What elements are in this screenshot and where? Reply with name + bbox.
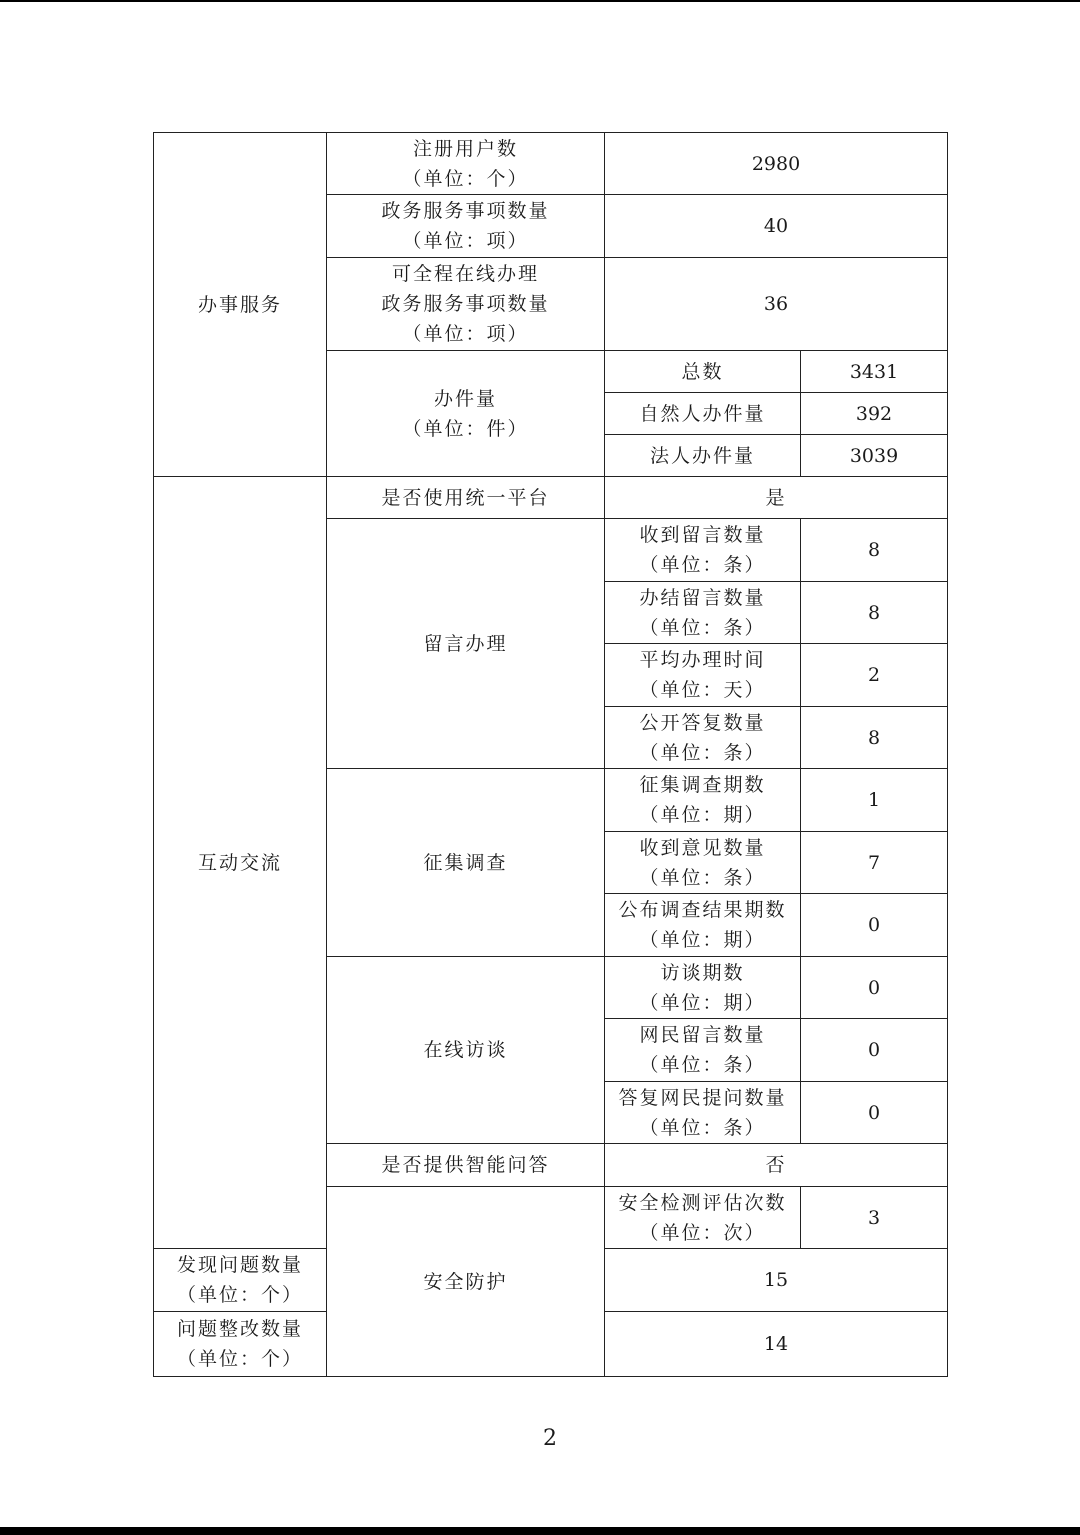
row-label: 是否提供智能问答: [327, 1144, 605, 1187]
sub-label: 公布调查结果期数 （单位：期）: [605, 894, 801, 957]
row-label: 发现问题数量 （单位：个）: [154, 1249, 327, 1312]
sub-label: 收到留言数量 （单位：条）: [605, 519, 801, 582]
section-security: 安全防护: [327, 1187, 605, 1377]
sub-value: 3431: [801, 351, 948, 393]
row-value: 否: [605, 1144, 948, 1187]
row-value: 40: [605, 195, 948, 258]
sub-value: 8: [801, 707, 948, 769]
row-value: 36: [605, 258, 948, 351]
sub-value: 0: [801, 1019, 948, 1082]
section-service: 办事服务: [154, 133, 327, 477]
sub-label: 平均办理时间 （单位：天）: [605, 644, 801, 707]
row-label: 注册用户数 （单位：个）: [327, 133, 605, 195]
sub-value: 2: [801, 644, 948, 707]
sub-label: 办结留言数量 （单位：条）: [605, 582, 801, 644]
sub-label: 自然人办件量: [605, 393, 801, 435]
sub-value: 392: [801, 393, 948, 435]
sub-value: 0: [801, 957, 948, 1019]
sub-label: 总数: [605, 351, 801, 393]
row-value: 是: [605, 477, 948, 519]
row-value: 15: [605, 1249, 948, 1312]
row-label: 政务服务事项数量 （单位：项）: [327, 195, 605, 258]
row-label: 问题整改数量 （单位：个）: [154, 1312, 327, 1377]
row-label: 是否使用统一平台: [327, 477, 605, 519]
bottom-bar: [0, 1527, 1080, 1535]
sub-label: 征集调查期数 （单位：期）: [605, 769, 801, 832]
row-value: 2980: [605, 133, 948, 195]
section-interaction: 互动交流: [154, 477, 327, 1249]
sub-value: 0: [801, 894, 948, 957]
sub-label: 法人办件量: [605, 435, 801, 477]
row-value: 3: [801, 1187, 948, 1249]
sub-value: 0: [801, 1082, 948, 1144]
sub-value: 8: [801, 519, 948, 582]
sub-value: 7: [801, 832, 948, 894]
cases-label: 办件量 （单位：件）: [327, 351, 605, 477]
table-row: [154, 477, 948, 519]
page-number: 2: [543, 1426, 557, 1451]
sub-label: 收到意见数量 （单位：条）: [605, 832, 801, 894]
statistics-table: [153, 132, 948, 1377]
survey-group: 征集调查: [327, 769, 605, 957]
interview-group: 在线访谈: [327, 957, 605, 1144]
row-label: 可全程在线办理 政务服务事项数量 （单位：项）: [327, 258, 605, 351]
top-border-line: [0, 0, 1080, 2]
sub-value: 1: [801, 769, 948, 832]
sub-label: 访谈期数 （单位：期）: [605, 957, 801, 1019]
sub-label: 答复网民提问数量 （单位：条）: [605, 1082, 801, 1144]
row-value: 14: [605, 1312, 948, 1377]
messages-group: 留言办理: [327, 519, 605, 769]
sub-value: 3039: [801, 435, 948, 477]
sub-label: 网民留言数量 （单位：条）: [605, 1019, 801, 1082]
table-row: [154, 133, 948, 195]
sub-label: 公开答复数量 （单位：条）: [605, 707, 801, 769]
sub-value: 8: [801, 582, 948, 644]
row-label: 安全检测评估次数 （单位：次）: [605, 1187, 801, 1249]
